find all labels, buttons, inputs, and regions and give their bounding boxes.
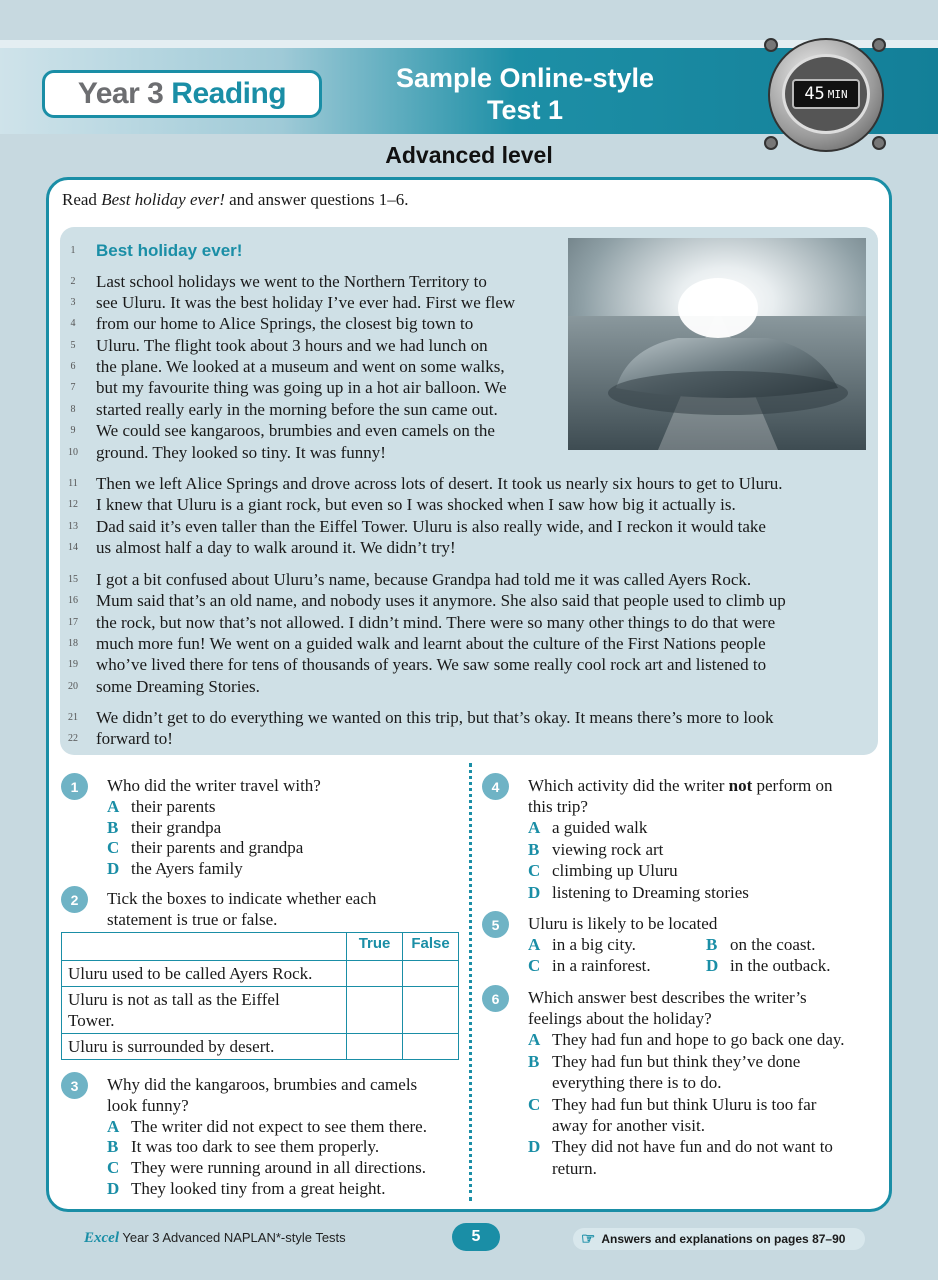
test-title [355, 62, 695, 126]
question-2-text-line1: Tick the boxes to indicate whether each [107, 889, 377, 908]
option-text: in a big city. [552, 935, 636, 954]
option-letter: A [528, 1030, 541, 1049]
q6-option-c[interactable] [528, 1094, 816, 1115]
column-divider [469, 763, 472, 1201]
q3-option-c[interactable] [107, 1157, 426, 1178]
q4-option-d[interactable] [528, 882, 749, 903]
passage-line: We didn’t get to do everything we wanted on this trip, but that’s okay. It means there’s more to look [96, 708, 774, 727]
line-number: 2 [70, 276, 76, 287]
line-number: 21 [68, 712, 78, 723]
passage-line: Dad said it’s even taller than the Eiffel Tower. Uluru is also really wide, and I reckon it would take [96, 517, 766, 536]
passage-line: I knew that Uluru is a giant rock, but even so I was shocked when I saw how big it actually is. [96, 495, 736, 514]
line-number: 5 [70, 340, 76, 351]
table-row [62, 987, 459, 1034]
q6-option-a[interactable] [528, 1029, 845, 1050]
passage-line: the rock, but now that’s not allowed. I didn’t mind. There were so many other things to do that were [96, 613, 776, 632]
option-text: climbing up Uluru [552, 861, 678, 880]
q3-option-d[interactable] [107, 1178, 385, 1199]
statement-line: Uluru is not as tall as the Eiffel [68, 990, 280, 1009]
option-text: their grandpa [131, 818, 222, 837]
option-letter: B [107, 818, 119, 837]
line-number: 14 [68, 542, 78, 553]
false-checkbox[interactable] [403, 987, 459, 1034]
footer-book-title [84, 1230, 346, 1247]
line-number: 6 [70, 361, 76, 372]
option-letter: B [107, 1137, 119, 1156]
option-text: on the coast. [730, 935, 816, 954]
option-letter: C [528, 956, 541, 975]
timer-value: 45 [804, 84, 825, 104]
passage-line: the plane. We looked at a museum and went on some walks, [96, 357, 505, 376]
book-name: Year 3 Advanced NAPLAN*-style Tests [119, 1230, 346, 1245]
intro-instruction [62, 190, 409, 210]
passage-title: Best holiday ever! [96, 241, 243, 260]
option-text: They had fun but think Uluru is too far [552, 1095, 817, 1114]
subject-label: Reading [171, 77, 287, 110]
option-letter: D [528, 883, 541, 902]
line-number: 11 [68, 478, 78, 489]
q3-option-a[interactable] [107, 1116, 427, 1137]
passage-line: much more fun! We went on a guided walk and learnt about the culture of the First Nations people [96, 634, 766, 653]
q1-option-d[interactable] [107, 858, 243, 879]
bolt-icon [764, 38, 778, 52]
line-number: 7 [70, 382, 76, 393]
passage-line: but my favourite thing was going up in a hot air balloon. We [96, 378, 507, 397]
option-text: the Ayers family [131, 859, 243, 878]
question-2-text-line2: statement is true or false. [107, 910, 278, 929]
passage-line: some Dreaming Stories. [96, 677, 260, 696]
q4-text-bold: not [728, 776, 753, 795]
passage-line: ground. They looked so tiny. It was funny! [96, 443, 386, 462]
answers-reference [573, 1228, 865, 1250]
option-letter: C [528, 861, 541, 880]
option-text: return. [552, 1159, 597, 1178]
line-number: 22 [68, 733, 78, 744]
passage-line: Mum said that’s an old name, and nobody uses it anymore. She also said that people used to climb up [96, 591, 786, 610]
line-number: 10 [68, 447, 78, 458]
passage-line: I got a bit confused about Uluru’s name, because Grandpa had told me it was called Ayers Rock. [96, 570, 752, 589]
option-letter: B [706, 935, 718, 954]
q6-option-c-continued[interactable] [528, 1115, 705, 1136]
line-number: 17 [68, 617, 78, 628]
question-1-text: Who did the writer travel with? [107, 776, 321, 795]
uluru-photo [568, 238, 866, 450]
option-text: They looked tiny from a great height. [131, 1179, 386, 1198]
timer-display [792, 79, 860, 109]
line-number: 3 [70, 297, 76, 308]
option-text: They had fun but think they’ve done [552, 1052, 801, 1071]
intro-suffix: and answer questions 1–6. [224, 190, 409, 209]
timer-unit: MIN [827, 87, 848, 101]
answers-text: Answers and explanations on pages 87–90 [601, 1232, 846, 1246]
option-letter: C [107, 838, 120, 857]
option-text: It was too dark to see them properly. [131, 1137, 380, 1156]
question-6-text-line2: feelings about the holiday? [528, 1009, 712, 1028]
passage-line: started really early in the morning before the sun came out. [96, 400, 498, 419]
option-text: their parents and grandpa [131, 838, 304, 857]
q5-option-b[interactable] [706, 934, 815, 955]
q1-option-b[interactable] [107, 817, 221, 838]
question-number-2: 2 [61, 886, 88, 913]
option-letter: D [107, 1179, 120, 1198]
question-5-text: Uluru is likely to be located [528, 914, 718, 933]
statement-cell [62, 987, 347, 1034]
passage-line: Then we left Alice Springs and drove across lots of desert. It took us nearly six hours to get to Uluru. [96, 474, 783, 493]
option-text: away for another visit. [552, 1116, 705, 1135]
passage-line: who’ve lived there for tens of thousands of years. We saw some really cool rock art and listened to [96, 655, 767, 674]
option-letter: B [528, 840, 540, 859]
option-letter: C [528, 1095, 541, 1114]
true-checkbox[interactable] [347, 1034, 403, 1060]
test-title-line2: Test 1 [486, 95, 564, 125]
q5-option-d[interactable] [706, 955, 831, 976]
question-3-text-line1: Why did the kangaroos, brumbies and camels [107, 1075, 418, 1094]
statement-cell: Uluru used to be called Ayers Rock. [62, 961, 347, 987]
line-number: 12 [68, 499, 78, 510]
true-checkbox[interactable] [347, 987, 403, 1034]
line-number: 20 [68, 681, 78, 692]
brand-logo: Excel [84, 1230, 119, 1246]
option-text: in the outback. [730, 956, 831, 975]
table-row [62, 1034, 459, 1060]
passage-line: us almost half a day to walk around it. We didn’t try! [96, 538, 456, 557]
q4-option-a[interactable] [528, 817, 647, 838]
statement-line: Tower. [68, 1011, 115, 1030]
intro-title: Best holiday ever! [101, 190, 225, 209]
q5-option-a[interactable] [528, 934, 636, 955]
option-text: viewing rock art [552, 840, 664, 859]
line-number: 8 [70, 404, 76, 415]
false-checkbox[interactable] [403, 1034, 459, 1060]
line-number: 15 [68, 574, 78, 585]
option-letter: A [107, 797, 120, 816]
option-text: They were running around in all directions. [131, 1158, 427, 1177]
intro-prefix: Read [62, 190, 102, 209]
level-heading: Advanced level [385, 142, 553, 168]
q4-option-b[interactable] [528, 839, 663, 860]
passage-line: from our home to Alice Springs, the closest big town to [96, 314, 474, 333]
passage-line: forward to! [96, 729, 173, 748]
option-letter: A [107, 1117, 120, 1136]
option-text: They had fun and hope to go back one day. [552, 1030, 845, 1049]
line-number: 13 [68, 521, 78, 532]
stopwatch-icon [762, 36, 890, 154]
pointing-hand-icon: ☞ [581, 1231, 596, 1248]
table-row [62, 961, 459, 987]
line-number: 9 [70, 425, 76, 436]
line-number: 4 [70, 318, 76, 329]
option-text: listening to Dreaming stories [552, 883, 749, 902]
option-text: The writer did not expect to see them there. [131, 1117, 427, 1136]
bolt-icon [872, 38, 886, 52]
true-false-table [61, 932, 459, 1060]
q4-text-post: perform on [752, 776, 833, 795]
passage-line: Uluru. The flight took about 3 hours and we had lunch on [96, 336, 488, 355]
question-number-1: 1 [61, 773, 88, 800]
year-subject-pill [42, 70, 322, 118]
q6-option-b-continued[interactable] [528, 1072, 722, 1093]
passage-line: see Uluru. It was the best holiday I’ve ever had. First we flew [96, 293, 516, 312]
false-checkbox[interactable] [403, 961, 459, 987]
q5-option-c[interactable] [528, 955, 651, 976]
question-number-4: 4 [482, 773, 509, 800]
q4-text-pre: Which activity did the writer [528, 776, 729, 795]
option-text: everything there is to do. [552, 1073, 722, 1092]
true-header: True [347, 933, 403, 961]
question-number-3: 3 [61, 1072, 88, 1099]
line-number: 18 [68, 638, 78, 649]
option-text: They did not have fun and do not want to [552, 1137, 833, 1156]
year-label: Year 3 [77, 77, 164, 110]
option-letter: C [107, 1158, 120, 1177]
question-6-text-line1: Which answer best describes the writer’s [528, 988, 807, 1007]
question-4-text-line2: this trip? [528, 797, 588, 816]
q4-option-c[interactable] [528, 860, 678, 881]
question-4-text-line1 [528, 775, 833, 796]
option-letter: D [706, 956, 719, 975]
q6-option-d-continued[interactable] [528, 1158, 597, 1179]
passage-line: Last school holidays we went to the Northern Territory to [96, 272, 487, 291]
line-number: 16 [68, 595, 78, 606]
statement-cell: Uluru is surrounded by desert. [62, 1034, 347, 1060]
line-number: 19 [68, 659, 78, 670]
passage-line: We could see kangaroos, brumbies and even camels on the [96, 421, 495, 440]
q6-option-b[interactable] [528, 1051, 800, 1072]
line-number: 1 [70, 245, 76, 256]
question-number-6: 6 [482, 985, 509, 1012]
true-checkbox[interactable] [347, 961, 403, 987]
blank-header [62, 933, 347, 961]
option-letter: D [528, 1137, 541, 1156]
q6-option-d[interactable] [528, 1136, 833, 1157]
q1-option-a[interactable] [107, 796, 216, 817]
option-text: in a rainforest. [552, 956, 651, 975]
table-header-row [62, 933, 459, 961]
q1-option-c[interactable] [107, 837, 303, 858]
option-letter: B [528, 1052, 540, 1071]
question-number-5: 5 [482, 911, 509, 938]
test-title-line1: Sample Online-style [395, 63, 655, 93]
option-text: their parents [131, 797, 216, 816]
option-text: a guided walk [552, 818, 648, 837]
q3-option-b[interactable] [107, 1136, 379, 1157]
option-letter: A [528, 935, 541, 954]
page-number: 5 [452, 1223, 500, 1251]
option-letter: D [107, 859, 120, 878]
false-header: False [403, 933, 459, 961]
option-letter: A [528, 818, 541, 837]
question-3-text-line2: look funny? [107, 1096, 189, 1115]
